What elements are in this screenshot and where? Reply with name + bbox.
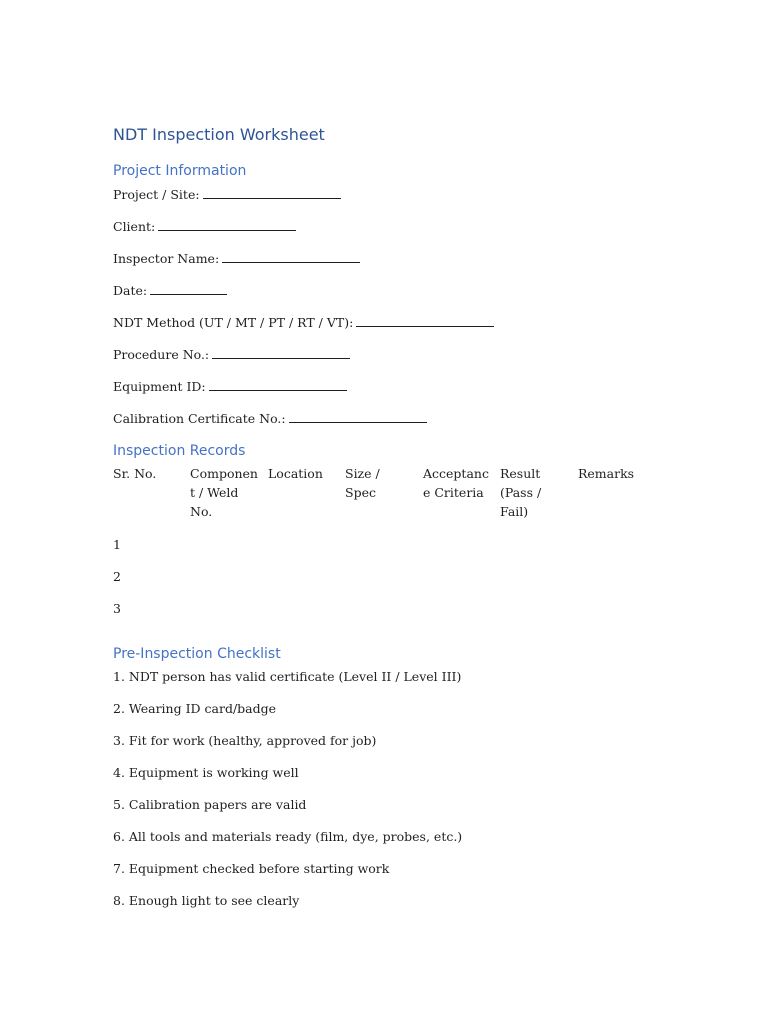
checklist-item: 1. NDT person has valid certificate (Level II / Level III)	[113, 669, 462, 684]
field-client	[113, 218, 296, 234]
checklist-item: 2. Wearing ID card/badge	[113, 701, 277, 716]
checklist-item: 3. Fit for work (healthy, approved for job)	[113, 733, 377, 748]
column-header-text: Size /	[345, 466, 380, 481]
fill-in-blank	[150, 282, 227, 295]
field-label: Calibration Certificate No.:	[113, 411, 286, 426]
column-header-text: Componen	[190, 466, 258, 481]
column-header-text: e Criteria	[423, 485, 484, 500]
fill-in-blank	[158, 218, 296, 231]
checklist-item: 5. Calibration papers are valid	[113, 797, 307, 812]
checklist-item: 4. Equipment is working well	[113, 765, 299, 780]
column-header-text: Location	[268, 466, 323, 481]
field-procedure-no	[113, 346, 350, 362]
column-header-remarks	[578, 464, 634, 483]
column-header-size-spec	[345, 464, 380, 502]
fill-in-blank	[289, 410, 427, 423]
checklist-item: 7. Equipment checked before starting work	[113, 861, 390, 876]
checklist-item: 8. Enough light to see clearly	[113, 893, 300, 908]
document-title: NDT Inspection Worksheet	[113, 125, 325, 144]
field-label: Procedure No.:	[113, 347, 210, 362]
fill-in-blank	[356, 314, 494, 327]
fill-in-blank	[203, 186, 341, 199]
field-equipment-id	[113, 378, 347, 394]
section-heading-project-information: Project Information	[113, 163, 247, 179]
column-header-text: No.	[190, 504, 213, 519]
fill-in-blank	[209, 378, 347, 391]
field-label: Client:	[113, 219, 156, 234]
fill-in-blank	[212, 346, 350, 359]
field-inspector-name	[113, 250, 360, 266]
field-label: NDT Method (UT / MT / PT / RT / VT):	[113, 315, 354, 330]
table-row: 1	[113, 537, 121, 552]
field-label: Equipment ID:	[113, 379, 206, 394]
column-header-location	[268, 464, 323, 483]
section-heading-pre-inspection-checklist: Pre-Inspection Checklist	[113, 646, 281, 662]
column-header-acceptance-criteria	[423, 464, 489, 502]
column-header-sr-no	[113, 464, 156, 483]
column-header-text: Sr. No.	[113, 466, 157, 481]
table-row: 2	[113, 569, 121, 584]
field-label: Date:	[113, 283, 148, 298]
section-heading-inspection-records: Inspection Records	[113, 443, 246, 459]
fill-in-blank	[222, 250, 360, 263]
column-header-text: t / Weld	[190, 485, 239, 500]
field-calibration-certificate-no	[113, 410, 427, 426]
column-header-text: Remarks	[578, 466, 635, 481]
column-header-text: Spec	[345, 485, 376, 500]
column-header-result	[500, 464, 541, 521]
column-header-text: Result	[500, 466, 541, 481]
field-date	[113, 282, 227, 298]
table-row: 3	[113, 601, 121, 616]
column-header-text: Acceptanc	[423, 466, 489, 481]
column-header-text: (Pass /	[500, 485, 542, 500]
field-label: Inspector Name:	[113, 251, 220, 266]
column-header-component-weld-no	[190, 464, 258, 521]
column-header-text: Fail)	[500, 504, 529, 519]
field-project-site	[113, 186, 341, 202]
field-label: Project / Site:	[113, 187, 200, 202]
checklist-item: 6. All tools and materials ready (film, dye, probes, etc.)	[113, 829, 463, 844]
field-ndt-method	[113, 314, 494, 330]
